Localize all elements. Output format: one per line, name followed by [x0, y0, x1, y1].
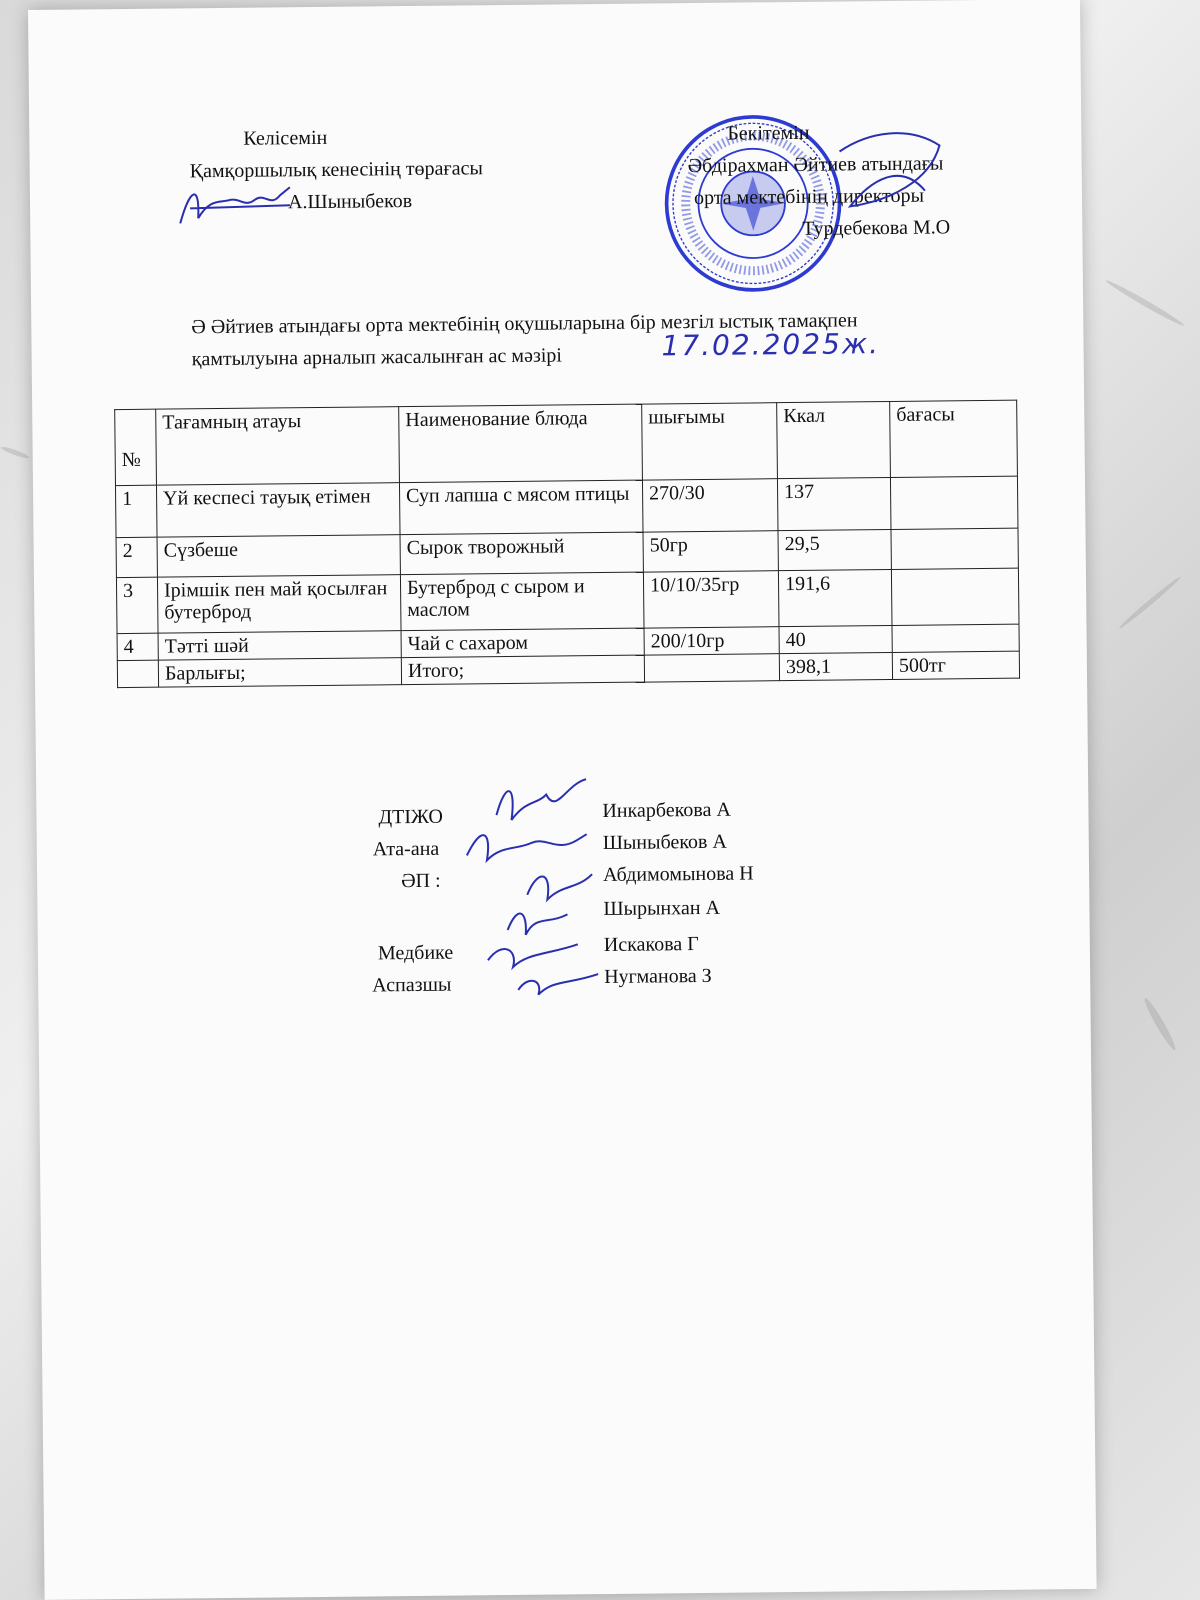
signer-role: ДТІЖО [378, 805, 443, 829]
director-name: Турдебекова М.О [802, 216, 951, 240]
table-row [116, 568, 1019, 633]
total-label-ru: Итого; [401, 655, 644, 685]
school-name: Әбдірахман Әйтиев атындағы [687, 152, 944, 178]
row-number: 1 [115, 485, 157, 537]
dish-name-kz: Тәтті шәй [158, 631, 401, 661]
signer-role: Медбике [377, 941, 454, 965]
dish-kcal: 29,5 [778, 529, 891, 570]
header-name-kz: Тағамның атауы [156, 407, 400, 486]
total-kcal: 398,1 [779, 652, 892, 680]
signer-name: Инкарбекова А [602, 798, 731, 823]
document-page [28, 0, 1097, 1600]
total-yield [644, 654, 779, 682]
signer-name: Шырынхан А [603, 896, 721, 921]
header-number: № [115, 409, 157, 485]
council-chair-name: А.Шыныбеков [287, 189, 413, 214]
dish-kcal: 191,6 [778, 569, 892, 626]
dish-name-kz: Үй кеспесі тауық етімен [156, 483, 400, 538]
row-number: 2 [116, 537, 157, 577]
director-signature [829, 120, 960, 221]
total-label-kz: Барлығы; [158, 658, 401, 688]
dish-name-ru: Сырок творожный [400, 532, 643, 575]
dish-kcal: 137 [777, 477, 891, 530]
header-price: бағасы [890, 400, 1018, 477]
chair-signature [170, 177, 301, 238]
dish-yield: 200/10гр [644, 627, 779, 655]
council-chair-title: Қамқоршылық кенесінің төрағасы [189, 157, 483, 183]
signer-role: ӘП : [401, 869, 441, 893]
committee-signatures [456, 774, 618, 1006]
signer-role: Ата-ана [372, 837, 440, 861]
table-header-row [115, 400, 1018, 485]
dish-yield: 50гр [643, 531, 778, 572]
menu-title-line1: Ә Әйтиев атындағы орта мектебінің оқушыларына бір мезгіл ыстық тамақпен [191, 309, 858, 339]
dish-price [892, 624, 1019, 652]
header-kcal: Ккал [777, 401, 891, 478]
menu-title-line2: қамтылуына арналып жасалынған ас мәзірі [191, 344, 563, 371]
dish-price [891, 528, 1018, 569]
signer-role: Аспазшы [372, 973, 452, 997]
header-name-ru: Наименование блюда [399, 404, 643, 483]
approval-label-left: Келісемін [243, 126, 328, 150]
director-title: орта мектебінің директоры [693, 184, 925, 210]
dish-name-ru: Суп лапша с мясом птицы [399, 480, 643, 535]
header-yield: шығымы [642, 403, 778, 480]
dish-name-ru: Бутерброд с сыром и маслом [400, 572, 644, 631]
signer-name: Искакова Г [603, 933, 699, 957]
dish-yield: 10/10/35гр [643, 571, 779, 628]
dish-name-kz: Ірімшік пен май қосылған бутерброд [157, 575, 401, 634]
dish-price [890, 476, 1018, 529]
dish-price [891, 568, 1019, 625]
dish-name-ru: Чай с сахаром [401, 628, 644, 658]
signer-name: Абдимомынова Н [602, 862, 754, 887]
table-row [115, 476, 1017, 537]
row-number: 4 [117, 633, 158, 660]
signer-name: Нугманова З [604, 964, 712, 989]
dish-name-kz: Сүзбеше [157, 535, 400, 578]
signer-name: Шыныбеков А [602, 830, 728, 855]
total-number [117, 660, 158, 687]
approval-label-right: Бекітемін [727, 121, 810, 145]
dish-kcal: 40 [779, 625, 892, 653]
dish-yield: 270/30 [642, 479, 778, 532]
row-number: 3 [116, 577, 158, 633]
total-price: 500тг [892, 651, 1019, 679]
menu-date: 17.02.2025ж. [661, 327, 881, 363]
menu-table [114, 400, 1020, 688]
